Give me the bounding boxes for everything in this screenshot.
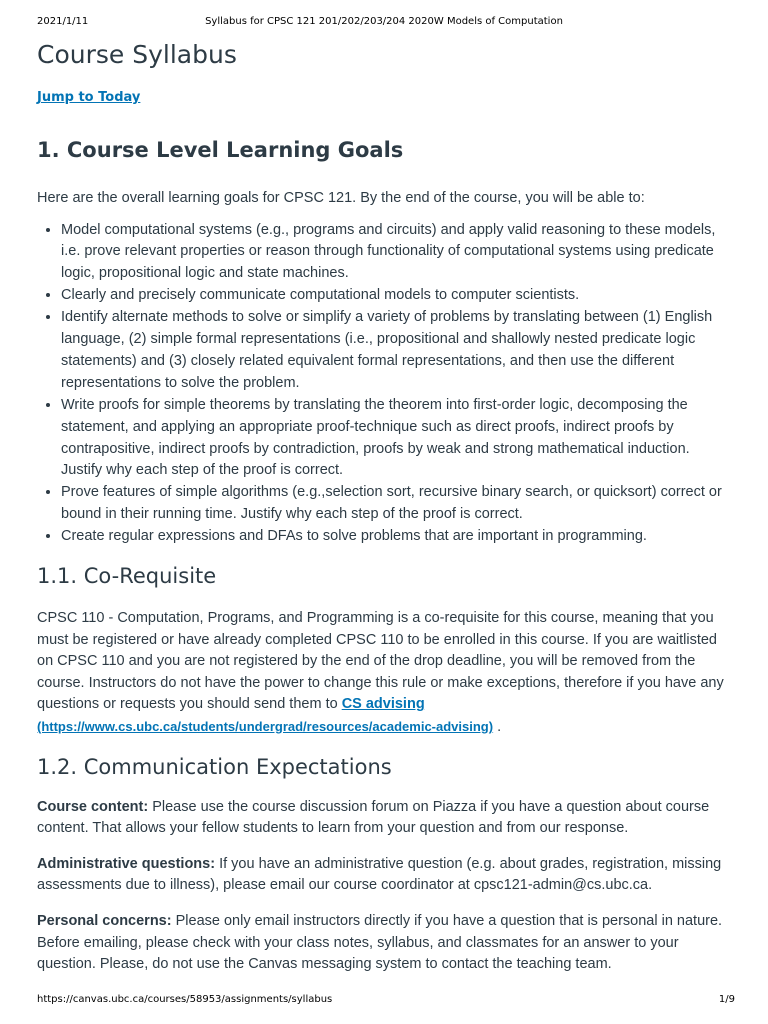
learning-goals-intro: Here are the overall learning goals for CPSC 121. By the end of the course, you will be able to: bbox=[37, 190, 645, 206]
print-page-number: 1/9 bbox=[718, 994, 735, 1005]
learning-goal-item: • Identify alternate methods to solve or simplify a variety of problems by translating between (1) English language, (2) simple formal representations (i.e., propositional and shallowly nested predicate logic statements) and (3) closely related equivalent formal representations, and then use the different representations to solve the problem. bbox=[61, 307, 734, 395]
learning-goal-item: • Prove features of simple algorithms (e.g.,selection sort, recursive binary search, or quicksort) correct or bound in their running time. Justify why each step of the proof is correct. bbox=[61, 482, 734, 526]
corequisite-paragraph bbox=[37, 608, 734, 739]
personal-concerns-paragraph bbox=[37, 911, 734, 976]
learning-goal-item: • Clearly and precisely communicate computational models to computer scientists. bbox=[61, 285, 734, 307]
personal-concerns-text: Please only email instructors directly if you have a question that is personal in nature. Before emailing, please check with your class notes, syllabus, and classmates for an answer to your question. Please, do not use the Canvas messaging system to contact the teaching team. bbox=[37, 913, 723, 973]
admin-questions-text: If you have an administrative question (e.g. about grades, registration, missing assessments due to illness), please email our course coordinator at cpsc121-admin@cs.ubc.ca. bbox=[37, 855, 722, 894]
course-content-text: Please use the course discussion forum on Piazza if you have a question about course content. That allows your fellow students to learn from your question and from our response. bbox=[37, 798, 710, 837]
learning-goal-item: • Create regular expressions and DFAs to solve problems that are important in programming. bbox=[61, 526, 734, 548]
admin-questions-label: Administrative questions: bbox=[37, 855, 216, 872]
print-page-title: Syllabus for CPSC 121 201/202/203/204 2020W Models of Computation bbox=[205, 16, 563, 27]
print-url: https://canvas.ubc.ca/courses/58953/assignments/syllabus bbox=[37, 994, 333, 1005]
corequisite-end: . bbox=[497, 719, 502, 736]
corequisite-heading: 1.1. Co-Requisite bbox=[37, 564, 217, 589]
course-content-label: Course content: bbox=[37, 798, 149, 815]
communication-heading: 1.2. Communication Expectations bbox=[37, 754, 392, 779]
personal-concerns-label: Personal concerns: bbox=[37, 913, 172, 930]
admin-questions-paragraph bbox=[37, 854, 734, 897]
learning-goals-heading: 1. Course Level Learning Goals bbox=[37, 138, 404, 162]
page-title: Course Syllabus bbox=[37, 40, 237, 69]
jump-to-today-link[interactable]: Jump to Today bbox=[37, 90, 141, 105]
learning-goals-list bbox=[37, 220, 734, 549]
course-content-paragraph bbox=[37, 797, 734, 840]
cs-advising-link[interactable]: CS advising bbox=[341, 696, 425, 713]
syllabus-content bbox=[37, 34, 734, 976]
print-footer bbox=[0, 994, 768, 1010]
cs-advising-url-link[interactable]: (https://www.cs.ubc.ca/students/undergrad/resources/academic-advising) bbox=[37, 719, 494, 735]
learning-goal-item: • Write proofs for simple theorems by translating the theorem into first-order logic, decomposing the statement, and applying an appropriate proof-technique such as direct proofs, indirect proofs by contrapositive, indirect proofs by contradiction, proofs by weak and strong mathematical induction. Justify why each step of the proof is correct. bbox=[61, 395, 734, 483]
print-header bbox=[0, 16, 768, 32]
learning-goal-item: • Model computational systems (e.g., programs and circuits) and apply valid reasoning to these models, i.e. prove relevant properties or reason through functionality of computational systems using predicate logic, propositional logic and state machines. bbox=[61, 220, 734, 286]
corequisite-text: CPSC 110 - Computation, Programs, and Programming is a co-requisite for this course, meaning that you must be registered or have already completed CPSC 110 to be enrolled in this course. If you are waitlisted on CPSC 110 and you are not registered by the end of the drop deadline, you will be removed from the course. Instructors do not have the power to change this rule or make exceptions, therefore if you have any questions or requests you should send them to bbox=[37, 610, 724, 713]
print-date: 2021/1/11 bbox=[37, 16, 89, 27]
